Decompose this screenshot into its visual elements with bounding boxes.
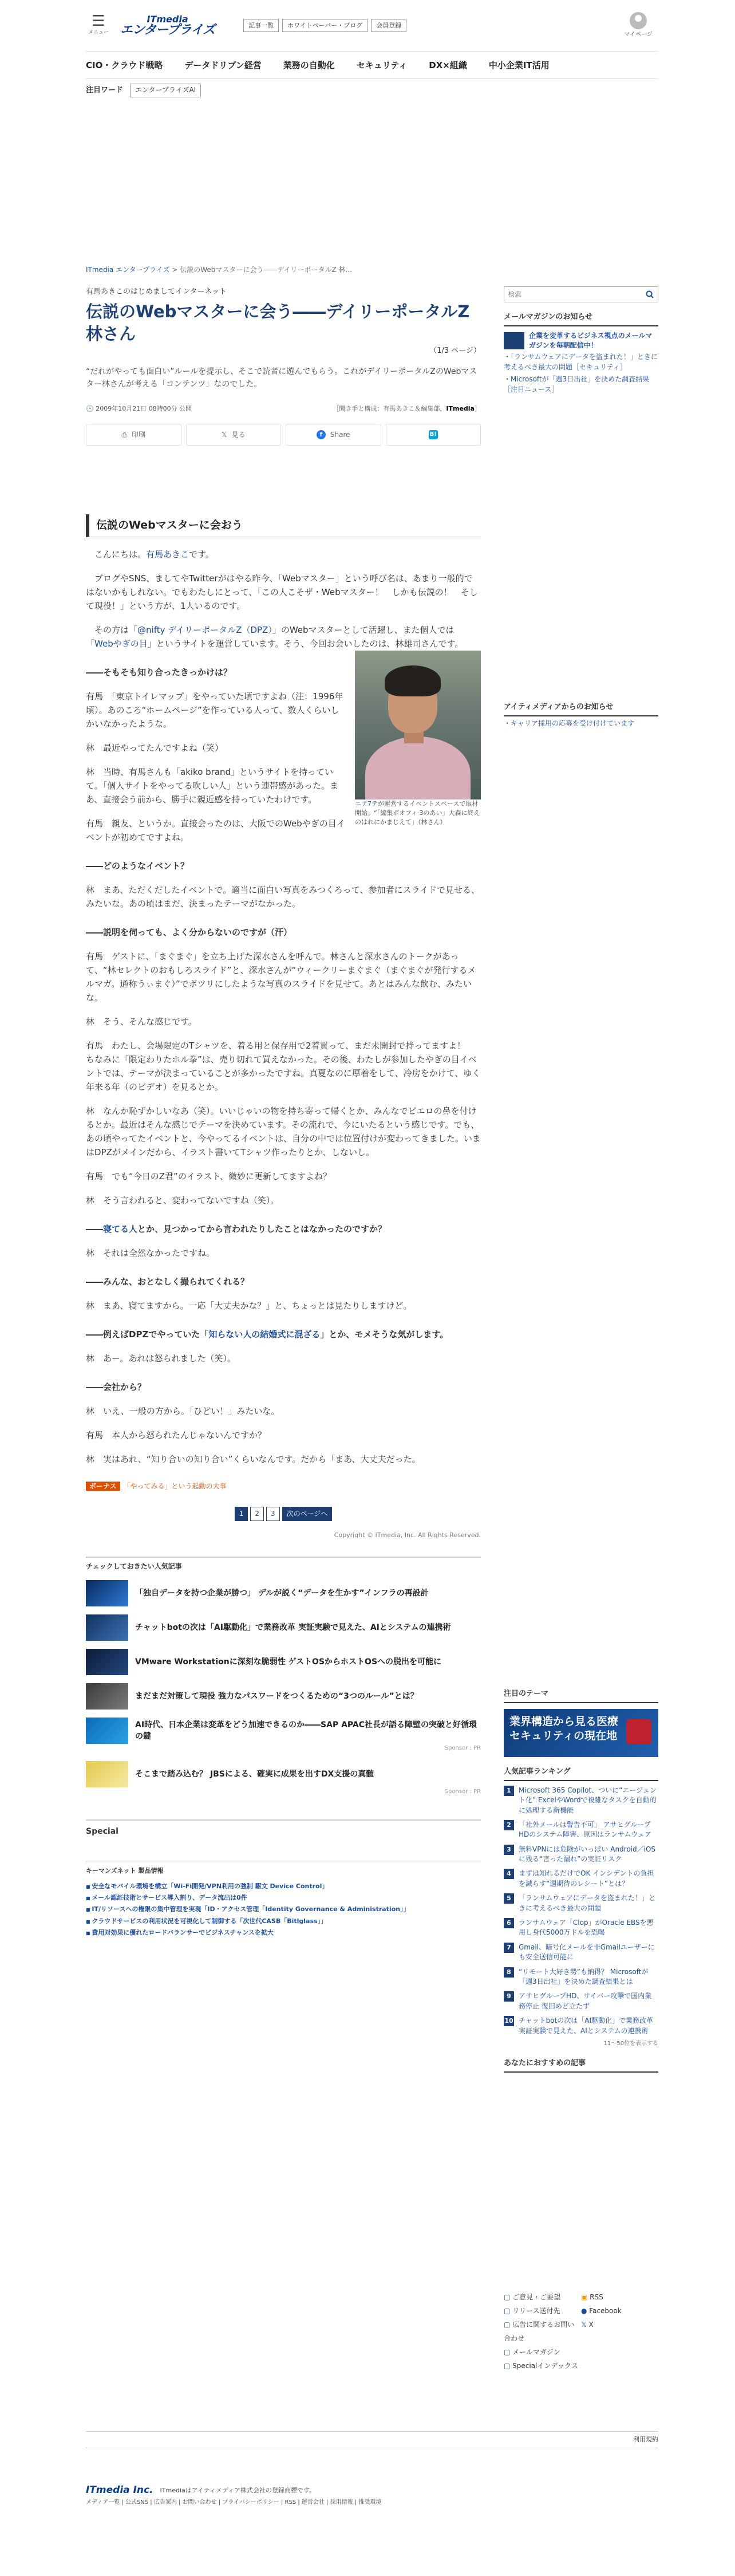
footer-bar (86, 2431, 658, 2448)
tab-register[interactable]: 会員登録 (371, 19, 406, 33)
nav-data[interactable]: データドリブン経営 (184, 60, 262, 70)
page-title: 伝説のWebマスターに会う――デイリーポータルZ 林さん (86, 301, 470, 344)
keyman-item[interactable]: ■ 費用対効果に優れたロードバランサーでビジネスチャンスを拡大 (86, 1927, 481, 1939)
yaginome-link[interactable]: Webやぎの目 (94, 638, 148, 649)
copyright: Copyright © ITmedia, Inc. All Rights Reserved. (334, 1531, 481, 1539)
menu-button[interactable] (86, 14, 111, 37)
thumbnail (86, 1580, 128, 1606)
ita-notice-heading: アイティメディアからのお知らせ (504, 702, 658, 716)
search-icon (646, 290, 654, 298)
recommended-item[interactable]: 「独自データを持つ企業が勝つ」 デルが説く“データを生かす”インフラの再設計 (86, 1580, 481, 1606)
share-bar (86, 424, 481, 446)
release-link[interactable]: ▢ リリース送付先 (504, 2306, 560, 2315)
keyman-item[interactable]: ■ 安全なモバイル環境を構立「Wi-Fi開発/VPN利用の強制 駆文 Device Control」 (86, 1881, 481, 1892)
search-box (504, 286, 658, 302)
footer-company (86, 2483, 658, 2498)
keyman-item[interactable]: ■ IT/リソースへの権限の集中管理を実現「ID・アクセス管理「Identity Governance & Administration」」 (86, 1904, 481, 1915)
x-link[interactable]: 𝕏 X (581, 2320, 594, 2329)
byline: ［聞き手と構成：有馬あきこ＆編集部，ITmedia］ (333, 404, 481, 412)
mailmag-link[interactable]: ▢ メールマガジン (504, 2347, 560, 2356)
ranking-more-link[interactable]: 11〜50位を表示する (603, 2040, 658, 2047)
thumbnail (86, 1649, 128, 1675)
portrait-image[interactable] (355, 651, 481, 799)
ranking-heading: 人気記事ランキング (504, 1766, 658, 1781)
recommended-item[interactable]: まだまだ対策して現役 強力なパスワードをつくるための“3つのルール”とは？ (86, 1683, 481, 1710)
mail-item[interactable]: ・ Microsoftが「週3日出社」を決めた調査結果［注目ニュース］ (504, 375, 658, 395)
breadcrumb-home[interactable]: ITmedia エンタープライズ (86, 266, 170, 274)
ranking-item[interactable]: 2 「社外メールは警告不可」 アサヒグループHDのシステム障害、原因はランサムウェア (504, 1820, 658, 1840)
site-logo[interactable]: ITmedia エンタープライズ (120, 13, 215, 37)
keyman-item[interactable]: ■ クラウドサービスの利用状況を可視化して制御する「次世代CASB「Bitlglass」」 (86, 1916, 481, 1927)
ranking-item[interactable]: 6 ランサムウェア「Clop」がOracle EBSを悪用し身代5000万ドルを恐喝 (504, 1918, 658, 1938)
nav-security[interactable]: セキュリティ (356, 60, 408, 70)
recommended-item[interactable]: チャットbotの次は「AI駆動化」で業務改革 実証実験で見えた、AIとシステムの連携術 (86, 1614, 481, 1641)
page-2[interactable]: 2 (250, 1507, 264, 1521)
rss-link[interactable]: ▣ RSS (581, 2293, 603, 2301)
pagination (86, 1507, 481, 1521)
question: ――会社から？ (86, 1381, 147, 1392)
thumbnail (86, 1761, 128, 1787)
facebook-share-button[interactable]: f Share (286, 424, 381, 446)
ranking-item[interactable]: 1 Microsoft 365 Copilot、ついに“エージェント化” ExcelやWordで複雑なタスクを自動的に処理する新機能 (504, 1786, 658, 1815)
keyman-item[interactable]: ■ メール認証技術とサービス導入割り、データ流出は0件 (86, 1892, 481, 1904)
sleeping-people-link[interactable]: 寝てる人 (103, 1223, 138, 1234)
company-logo[interactable]: ITmedia Inc. (86, 2484, 153, 2496)
ranking-item[interactable]: 10 チャットbotの次は「AI駆動化」で業務改革 実証実験で見えた、AIとシステムの連携術 (504, 2016, 654, 2035)
thumbnail (86, 1614, 128, 1641)
nav-dx[interactable]: DX×組織 (429, 60, 467, 70)
mypage-button[interactable]: マイページ (618, 12, 658, 40)
question: ――どのようなイベント？ (86, 860, 189, 871)
newsletter-promo[interactable]: 企業を変革するビジネス視点のメールマガジンを毎朝配信中！ (504, 331, 658, 350)
print-icon: ⎙ (121, 430, 128, 439)
page-3[interactable]: 3 (266, 1507, 280, 1521)
keyman-heading: キーマンズネット 製品情報 (86, 1861, 481, 1876)
terms-link[interactable]: 利用規約 (633, 2436, 658, 2444)
ranking-item[interactable]: 9 アサヒグループHD、サイバー攻撃で国内業務停止 復旧めど立たず (504, 1991, 658, 2011)
x-share-button[interactable]: 𝕏 見る (186, 424, 282, 446)
special-index-link[interactable]: ▢ Specialインデックス (504, 2361, 579, 2370)
keyman-list (86, 1881, 481, 1939)
hamburger-icon: ☰ (92, 13, 105, 30)
page-1[interactable]: 1 (235, 1507, 248, 1521)
recommended-item[interactable]: AI時代、日本企業は変革をどう加速できるのか――SAP APAC社長が語る障壁の突破と好循環の鍵 (86, 1718, 481, 1744)
sidebar-links (504, 2290, 658, 2373)
trademark-note: ITmediaはアイティメディア株式会社の登録商標です。 (160, 2486, 316, 2494)
sidebar (504, 286, 658, 2373)
nav-smb[interactable]: 中小企業IT活用 (488, 60, 550, 70)
wedding-link[interactable]: 知らない人の結婚式に混ざる (208, 1329, 321, 1340)
hot-keyword[interactable]: エンタープライズAI (130, 84, 201, 97)
series-tagline (86, 1481, 481, 1492)
ranking-item[interactable]: 8 “リモート大好き勢”も納得？ Microsoftが「週3日出社」を決めた調査結果とは (504, 1967, 658, 1987)
breadcrumb: ITmedia エンタープライズ > 伝説のWebマスターに会う――デイリーポータルZ 林... (86, 266, 353, 274)
search-button[interactable] (642, 287, 658, 302)
theme-heading: 注目のテーマ (504, 1688, 658, 1703)
page-indicator: （1/3 ページ） (429, 346, 481, 356)
x-icon: 𝕏 (221, 430, 227, 439)
thumbnail (86, 1683, 128, 1710)
tab-whitepaper[interactable]: ホワイトペーパー・ブログ (282, 19, 368, 33)
mail-icon (504, 332, 524, 349)
special-heading: Special (86, 1819, 481, 1838)
hot-words (86, 79, 658, 102)
search-input[interactable] (504, 287, 642, 302)
hot-words-label: 注目ワード (86, 85, 124, 94)
hatena-button[interactable] (386, 424, 481, 446)
ranking-item[interactable]: 5 「ランサムウェアにデータを盗まれた！」ときに考えるべき最大の問題 (504, 1893, 658, 1913)
section-heading: 伝説のWebマスターに会おう (86, 514, 481, 537)
photo-caption: ニア7テが運営するイベントスペースで取材開始。“「編集ボオフィ·3のあい」大森に終えのはれにかまじえて」（林さん） (355, 799, 480, 826)
ita-notice-item[interactable]: ・ キャリア採用の応募を受け付けています (504, 719, 658, 728)
user-icon (630, 12, 647, 29)
ranking-item[interactable]: 3 無料VPNには危険がいっぱい Android／iOSに残る“言った漏れ”の実証リスク (504, 1845, 658, 1865)
ranking-item[interactable]: 4 まずは知れるだけでOK インシデントの負担を減らす“週期待のレシート”とは？ (504, 1869, 658, 1889)
recommended-articles: チェックしておきたい人気記事 「独自データを持つ企業が勝つ」 デルが説く“データを生かす”インフラの再設計 チャットbotの次は「AI駆動化」で業務改革 実証実験で見えた、AIとシステムの連携術 VMware Workstationに深刻な脆弱性 ゲストOSからホストOSへの脱出を可能に まだまだ対策して現役 強力なパスワードをつくるための“3つのルール”とは？ AI時代、日本企業は変革をどう加速できるのか――SAP APAC社長が語る障壁の突破と好循環の鍵 Sponsor : PR そこまで踏み込む？ JBSによる、確実に成果を出すDX支援の真髄 Sponsor : PR (86, 1557, 481, 1797)
article-series: 有馬あきこのはじめましてインターネット (86, 287, 227, 296)
recommended-for-you-heading: あなたにおすすめの記事 (504, 2058, 658, 2073)
thumbnail (86, 1718, 128, 1744)
question: ――寝てる人とか、見つかってから言われたりしたことはなかったのですか？ (86, 1223, 387, 1234)
mail-heading: メールマガジンのお知らせ (504, 312, 658, 326)
question: ――説明を伺っても、よく分からないのですが（汗） (86, 927, 293, 938)
nav-cio[interactable]: CIO・クラウド戦略 (86, 60, 163, 70)
recommended-item[interactable]: そこまで踏み込む？ JBSによる、確実に成果を出すDX支援の真髄 (86, 1761, 481, 1787)
dpz-link[interactable]: @nifty デイリーポータルZ（DPZ） (137, 624, 272, 635)
feedback-link[interactable]: ▢ ご意見・ご要望 (504, 2293, 561, 2301)
global-nav (86, 52, 658, 79)
facebook-icon: f (317, 430, 326, 439)
header-tabs (243, 19, 406, 33)
question: ――みんな、おとなしく撮られてくれる？ (86, 1276, 250, 1287)
interview-photo (355, 651, 481, 827)
facebook-link[interactable]: ● Facebook (581, 2306, 622, 2315)
article-lead: “だれがやっても面白い”ルールを提示し、そこで読者に遊んでもらう。これがデイリーポータルZのWebマスター林さんが考える「コンテンツ」なのでした。 (86, 367, 477, 389)
question: ――そもそも知り合ったきっかけは？ (86, 667, 232, 678)
article-column (86, 286, 481, 1939)
breadcrumb-current: 伝説のWebマスターに会う――デイリーポータルZ 林... (180, 266, 353, 274)
hatena-icon: B! (429, 430, 438, 439)
ranking-item[interactable]: 7 Gmail、暗号化メールを非Gmailユーザーにも安全送信可能に (504, 1943, 658, 1963)
print-button[interactable]: ⎙ 印刷 (86, 424, 181, 446)
recommended-item[interactable]: VMware Workstationに深刻な脆弱性 ゲストOSからホストOSへの脱出を可能に (86, 1649, 481, 1675)
theme-banner[interactable]: 業界構造から見る医療セキュリティの現在地 (504, 1709, 658, 1757)
medical-icon (626, 1719, 651, 1744)
site-header (86, 0, 658, 52)
mail-item[interactable]: ・ 「ランサムウェアにデータを盗まれた！」ときに考えるべき最大の問題［セキュリティ］ (504, 352, 658, 372)
footer-links: メディア一覧 | 公式SNS | 広告案内 | お問い合わせ | プライバシーポリシー | RSS | 運営会社 | 採用情報 | 推奨環境 (86, 2499, 382, 2506)
tab-articles[interactable]: 記事一覧 (243, 19, 279, 33)
next-page-button[interactable]: 次のページへ (282, 1507, 333, 1521)
publish-date: 🕓 2009年10月21日 08時00分 公開 (86, 404, 192, 412)
author-link[interactable]: 有馬あきこ (146, 549, 189, 560)
article-body: こんにちは。有馬あきこです。 ブログやSNS、ましてやTwitterがはやる昨今、「Webマスター」という呼び名は、あまり一般的ではないかもしれない。でもわたしにとって、「この人こそザ・Webマスター！ しかも伝説の！ そして現役！」という方が、1人いるのです。 その方は「@nifty デイリーポータルZ（DPZ）」のWebマスターとして活躍し、また個人では「Webやぎの目」というサイトを運営しています。そう、今回お会いしたのは、林雄司さんです。 ニア7テが運営するイベントスペースで取材開始。“「編集ボオフィ·3のあい」大森に終えのはれにかまじえて」（林さん） ――そもそも知り合ったきっかけは？ 有馬 「東京トイレマップ」をやっていた頃ですよね（注：1996年頃）。あのころ“ホームページ”を作っている人って、数人くらいしかいなかったような。 林 最近やってたんですよね（笑） 林 当時、有馬さんも「akiko brand」というサイトを持っていて。「個人サイトをやってる吹しい人」という連帯感があった。まあ、直接会う前から、勝手に親近感を持っていたわけです。 有馬 親友、というか。直接会ったのは、大阪でのWebやぎの目イベントが初めてですよね。 ――どのようなイベント？ 林 まあ、ただくだしたイベントで。適当に面白い写真をみつくろって、参加者にスライドで見せる、みたいな。あの頃はまだ、決まったテーマがなかった。 ――説明を伺っても、よく分からないのですが（汗） 有馬 ゲストに、「まぐまぐ」を立ち上げた深水さんを呼んで。林さんと深水さんのトークがあって、“林セレクトのおもしろスライド”と、深水さんが“ウィークリーまぐまぐ（まぐまぐが発行するメルマガ。通称うぃまぐ）”でポツリにしたような写真のスライドを見せて。あとはみんな飲む、みたいな。 林 そう、そんな感じです。 有馬 わたし、会場限定のTシャツを、着る用と保存用で2着買って、まだ未開封で持ってますよ！ ちなみに「限定わりたホル拳”は、売り切れて買えなかった。その後、わたしが参加したやぎの目イベントでは、テーマが決まっていることが多かったですね。真夏なのに厚着をして、冷房をかけて、ゆく年来る年（のビデオ）を見るとか。 林 なんか恥ずかしいなあ（笑）。いいじゃいの物を持ち寄って帰くとか、みんなでビエロの鼻を付けるとか。最近はそんな感じでテーマを決めています。その流れで、今にいたるという感じです。でも、あの頃やってたイベントと、今やってるイベントは、自分の中では位置付けが変わってきました。いまはDPZがメインだから、イラスト書いてTシャツ作ったりとか、しないし。 有馬 でも“今日のZ君”のイラスト、微妙に更新してますよね？ 林 そう言われると、変わってないですね（笑）。 ――寝てる人とか、見つかってから言われたりしたことはなかったのですか？ 林 それは全然なかったですね。 ――みんな、おとなしく撮られてくれる？ 林 まあ、寝てますから。一応「大丈夫かな？」と、ちょっとは見たりしますけど。 ――例えばDPZでやっていた「知らない人の結婚式に混ざる」とか、モメそうな気がします。 林 あー。あれは怒られました（笑）。 ――会社から？ 林 いえ、一般の方から。「ひどい！」みたいな。 有馬 本人から怒られたんじゃないんですか？ 林 実はあれ、“知り合いの知り合い”くらいなんです。だから「まあ、大丈夫だった。 (86, 549, 481, 1464)
ad-inquiry-link[interactable]: ▢ 広告に関するお問い合わせ (504, 2320, 575, 2342)
article-meta (86, 404, 481, 414)
series-link[interactable]: 「やってみる」という起動の大事 (123, 1482, 227, 1490)
menu-label: メニュー (88, 30, 109, 36)
nav-automation[interactable]: 業務の自動化 (283, 60, 335, 70)
question: ――例えばDPZでやっていた「知らない人の結婚式に混ざる」とか、モメそうな気がします。 (86, 1329, 449, 1340)
ranking-list (504, 1786, 658, 2036)
series-tag: ボーナス (86, 1482, 120, 1491)
